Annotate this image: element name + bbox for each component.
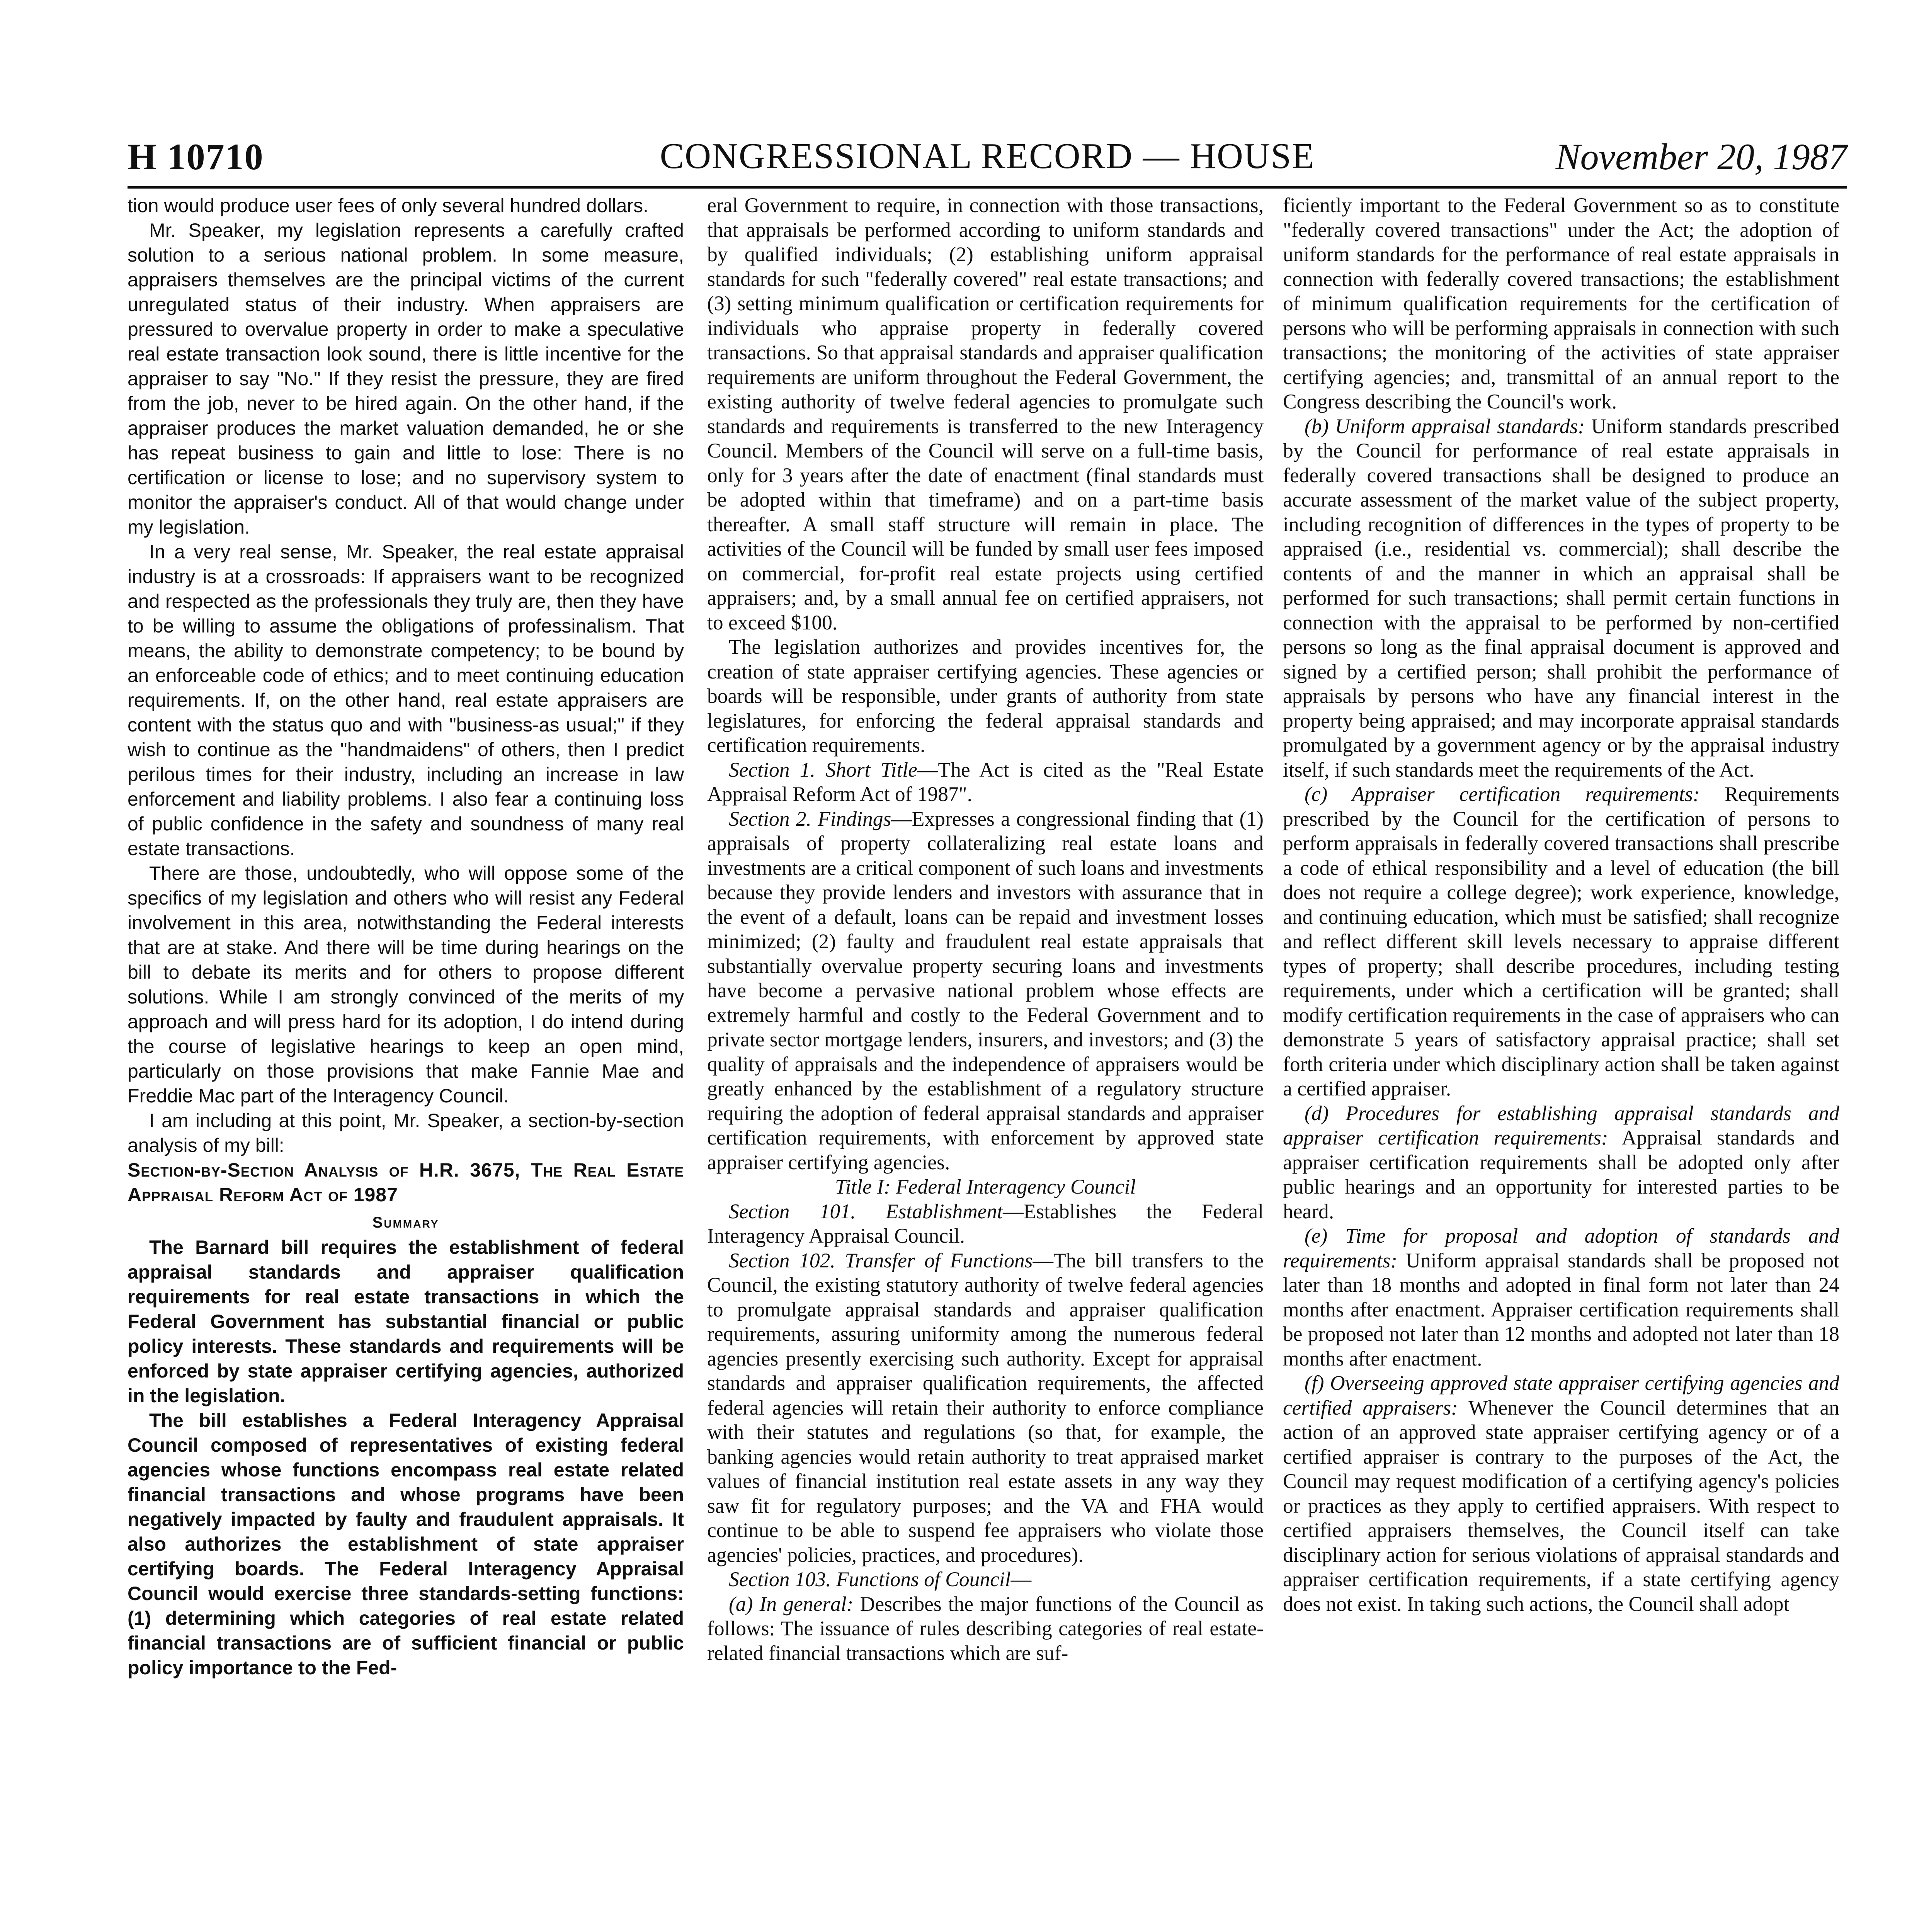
subsection-label: (b) Uniform appraisal standards:: [1305, 414, 1585, 438]
section-103a: [707, 1592, 1264, 1666]
publication-title: CONGRESSIONAL RECORD — HOUSE: [660, 136, 1315, 176]
page-header: [128, 131, 1847, 185]
subsection-text: Whenever the Council determines that an action of an approved state appraiser certifying agency or of a certified appraiser is contrary to the purposes of the Act, the Council may request modification of a certifying agency's policies or practices as they apply to certified appraisers. With respect to certified appraisers themselves, the Council itself can take disciplinary action for serious violations of appraisal standards and appraiser certification requirements, if a state certifying agency does not exist. In taking such actions, the Council shall adopt: [1283, 1396, 1839, 1616]
section-103: [707, 1567, 1264, 1592]
section-text: —Expresses a congressional finding that (1) appraisals of property collateralizing real estate loans and investments are a critical component of such loans and investments because they provide lenders and investors with assurance that in the event of a default, loans can be repaid and investment losses minimized; (2) faulty and fraudulent real estate appraisals that substantially overvalue property securing loans and investments have become a pervasive national problem whose effects are extremely harmful and costly to the Federal Government and to private sector mortgage lenders, insurers, and investors; and (3) the quality of appraisals and the independence of appraisers would be greatly enhanced by the establishment of a regulatory structure requiring the adoption of federal appraisal standards and appraiser certification requirements, with enforcement by approved state appraiser certifying agencies.: [707, 807, 1264, 1174]
column-3: [1283, 193, 1839, 1932]
page-number: H 10710: [128, 136, 264, 177]
section-label: Section 102. Transfer of Functions: [729, 1248, 1033, 1272]
subsection-label: (e) Time for proposal and adoption of standards and requirements:: [1283, 1224, 1839, 1272]
section-text: —The Act is cited as the "Real Estate Appraisal Reform Act of 1987".: [707, 758, 1264, 806]
subsection-label: (c) Appraiser certification requirements:: [1305, 782, 1700, 806]
paragraph: The legislation authorizes and provides incentives for, the creation of state appraiser certifying agencies. These agencies or boards will be responsible, under grants of authority from state legislatures, for enforcing the federal appraisal standards and certification requirements.: [707, 635, 1264, 757]
paragraph: I am including at this point, Mr. Speaker, a section-by-section analysis of my bill:: [128, 1110, 684, 1156]
section-101: [707, 1199, 1264, 1248]
subsection-text: Describes the major functions of the Council as follows: The issuance of rules describing categories of real estate-related financial transactions which are suf-: [707, 1592, 1264, 1665]
paragraph: eral Government to require, in connection with those transactions, that appraisals be performed according to uniform standards and by qualified individuals; (2) establishing uniform appraisal standards for such "federally covered" real estate transactions; and (3) setting minimum qualification or certification requirements for individuals who appraise property in federally covered transactions. So that appraisal standards and appraiser qualification requirements are uniform throughout the Federal Government, the existing authority of twelve federal agencies to promulgate such standards and requirements is transferred to the new Interagency Council. Members of the Council will serve on a full-time basis, only for 3 years after the date of enactment (final standards must be adopted within that timeframe) and on a part-time basis thereafter. A small staff structure will remain in place. The activities of the Council will be funded by small user fees imposed on commercial, for-profit real estate projects using certified appraisers; and, by a small annual fee on certified appraisers, not to exceed $100.: [707, 194, 1264, 634]
subsection-label: (d) Procedures for establishing appraisal standards and appraiser certification requirements:: [1283, 1101, 1839, 1149]
section-102: [707, 1248, 1264, 1568]
section-label: Section 1. Short Title: [729, 758, 917, 781]
analysis-heading: Section-by-Section Analysis of H.R. 3675, The Real Estate Appraisal Reform Act of 1987: [128, 1159, 684, 1206]
summary-paragraph: The Barnard bill requires the establishment of federal appraisal standards and appraiser qualification requirements for real estate transactions in which the Federal Government has substantial financial or public policy interests. These standards and requirements will be enforced by state appraiser certifying agencies, authorized in the legislation.: [128, 1236, 684, 1406]
subsection-text: Requirements prescribed by the Council for the certification of persons to perform appraisals in federally covered transactions shall prescribe a code of ethical responsibility and a level of education (the bill does not require a college degree); work experience, knowledge, and continuing education, which must be satisfied; shall recognize and reflect different skill levels necessary to appraise different types of property; shall describe procedures, including testing requirements, under which a certification will be granted; shall modify certification requirements in the case of appraisers who can demonstrate 5 years of satisfactory appraisal practice; shall set forth criteria under which disciplinary action shall be taken against a certified appraiser.: [1283, 782, 1839, 1100]
paragraph: There are those, undoubtedly, who will oppose some of the specifics of my legislation and others who will resist any Federal involvement in this area, notwithstanding the Federal interests that are at stake. And there will be time during hearings on the bill to debate its merits and for others to propose different solutions. While I am strongly convinced of the merits of my approach and will press hard for its adoption, I do intend during the course of legislative hearings to keep an open mind, particularly on those provisions that make Fannie Mae and Freddie Mac part of the Interagency Council.: [128, 862, 684, 1107]
section-1: [707, 758, 1264, 807]
section-label: Section 103. Functions of Council: [729, 1568, 1011, 1591]
subsection-text: Uniform standards prescribed by the Council for performance of real estate appraisals in federally covered transactions shall be designed to produce an accurate assessment of the market value of the subject property, including recognition of differences in the types of property to be appraised (i.e., residential vs. commercial); shall describe the contents of and the manner in which an appraisal shall be performed for such transactions; shall permit certain functions in connection with the appraisal to be performed by non-certified persons so long as the final appraisal document is approved and signed by a certified person; shall prohibit the performance of appraisals by persons who have any financial interest in the property being appraised; and may incorporate appraisal standards promulgated by a government agency or by the appraisal industry itself, if such standards meet the requirements of the Act.: [1283, 414, 1839, 781]
section-2: [707, 807, 1264, 1175]
paragraph: ficiently important to the Federal Government so as to constitute "federally covered transactions" under the Act; the adoption of uniform standards for the performance of real estate appraisals in connection with federally covered transactions; the establishment of minimum qualification requirements for the certification of persons who will be performing appraisals in connection with such transactions; the monitoring of the activities of state appraiser certifying agencies; and, transmittal of an annual report to the Congress describing the Council's work.: [1283, 194, 1839, 413]
paragraph: Mr. Speaker, my legislation represents a carefully crafted solution to a serious national problem. In some measure, appraisers themselves are the principal victims of the current unregulated status of their industry. When appraisers are pressured to overvalue property in order to make a speculative real estate transaction look sound, there is little incentive for the appraiser to say "No." If they resist the pressure, they are fired from the job, never to be hired again. On the other hand, if the appraiser produces the market valuation demanded, he or she has repeat business to gain and little to lose: There is no certification or license to lose; and no supervisory system to monitor the appraiser's conduct. All of that would change under my legislation.: [128, 219, 684, 538]
summary-heading: Summary: [372, 1214, 439, 1231]
section-label: Section 101. Establishment: [729, 1199, 1003, 1223]
section-text: —The bill transfers to the Council, the existing statutory authority of twelve federal agencies to promulgate appraisal standards and appraiser qualification requirements, assuring uniformity among the numerous federal agencies presently exercising such authority. Except for appraisal standards and appraiser qualification requirements, the affected federal agencies will retain their authority to enforce compliance with their statutes and regulations (so that, for example, the banking agencies would retain authority to treat appraised market values of financial institution real estate assets in any way they saw fit for regulatory purposes; and the VA and FHA would continue to be able to suspend fee appraisers who violate those agencies' policies, practices, and procedures).: [707, 1248, 1264, 1566]
subsection-label: (a) In general:: [729, 1592, 854, 1616]
column-2: [707, 193, 1264, 1932]
paragraph: In a very real sense, Mr. Speaker, the real estate appraisal industry is at a crossroads: If appraisers want to be recognized and respected as the professionals they truly are, then they have to be willing to assume the obligations of professinalism. That means, the ability to demonstrate competency; to be bound by an enforceable code of ethics; and to meet continuing education requirements. If, on the other hand, real estate appraisers are content with the status quo and with "business-as usual;" if they wish to continue as the "handmaidens" of others, then I predict perilous times for their industry, including an increase in law enforcement and liability problems. I also fear a continuing loss of public confidence in the safety and soundness of many real estate transactions.: [128, 541, 684, 859]
subsection-c: [1283, 782, 1839, 1101]
subsection-text: Uniform appraisal standards shall be proposed not later than 18 months and adopted in final form not later than 24 months after enactment. Appraiser certification requirements shall be proposed not later than 12 months and adopted not later than 18 months after enactment.: [1283, 1248, 1839, 1370]
section-text: —Establishes the Federal Interagency Appraisal Council.: [707, 1199, 1264, 1247]
issue-date: November 20, 1987: [1555, 136, 1847, 177]
subsection-f: [1283, 1371, 1839, 1616]
section-label: Section 2. Findings: [729, 807, 891, 830]
subsection-text: Appraisal standards and appraiser certification requirements shall be adopted only after public hearings and an opportunity for interested parties to be heard.: [1283, 1126, 1839, 1223]
summary-paragraph: The bill establishes a Federal Interagency Appraisal Council composed of representatives of existing federal agencies whose functions encompass real estate related financial transactions and whose programs have been negatively impacted by faulty and fraudulent appraisals. It also authorizes the establishment of state appraiser certifying boards. The Federal Interagency Appraisal Council would exercise three standards-setting functions: (1) determining which categories of real estate related financial transactions are of sufficient financial or public policy importance to the Fed-: [128, 1410, 684, 1679]
subsection-b: [1283, 414, 1839, 782]
column-1: [128, 193, 684, 1932]
paragraph: tion would produce user fees of only several hundred dollars.: [128, 195, 649, 216]
subsection-d: [1283, 1101, 1839, 1224]
subsection-e: [1283, 1224, 1839, 1371]
subsection-label: (f) Overseeing approved state appraiser certifying agencies and certified appraisers:: [1283, 1371, 1839, 1419]
title-heading: Title I: Federal Interagency Council: [835, 1175, 1136, 1198]
section-dash: —: [1010, 1568, 1032, 1591]
header-rule: [128, 186, 1847, 189]
